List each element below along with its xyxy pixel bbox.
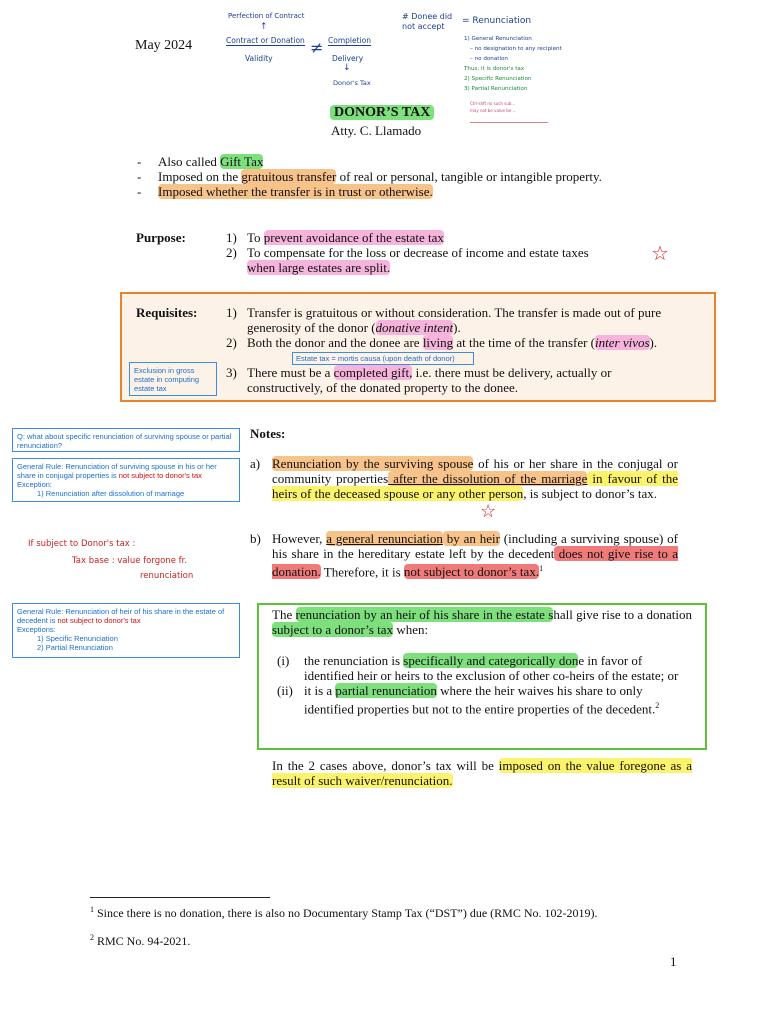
not-equal-sign: ≠ <box>310 38 324 57</box>
general-rule-text: General Rule: Renunciation of heir of his share in the estate of decedent is <box>17 607 225 625</box>
renunciation-note-no-donation: – no donation <box>470 56 508 62</box>
note-highlight: a general renunciation <box>326 531 443 546</box>
item-number: 2) <box>226 245 237 260</box>
note-text: of his or her share in the conjugal or community properties <box>272 456 678 486</box>
general-rule-red: not subject to donor's tax <box>57 616 141 625</box>
note-letter: a) <box>250 456 261 471</box>
bullet-highlight: Gift Tax <box>220 154 264 169</box>
bullet-dash: - <box>137 184 142 199</box>
note-a <box>250 456 678 501</box>
note-b <box>250 531 678 579</box>
cases-text: In the 2 cases above, donor’s tax will be <box>272 758 499 773</box>
note-text: However, <box>272 531 327 546</box>
bullet-text: of real or personal, tangible or intangible property. <box>336 169 602 184</box>
tiny-note-2: may not be value be ... <box>470 108 517 113</box>
conditions-text: The <box>272 607 296 622</box>
exceptions-label: Exceptions: <box>17 625 56 634</box>
bullet-text: Also called <box>158 154 221 169</box>
requisite-text: There must be a <box>247 365 334 380</box>
general-rule-heir-note <box>12 603 240 658</box>
bullet-dash: - <box>137 154 142 169</box>
footnote-number: 1 <box>90 905 94 914</box>
note-text: (including a surviving spouse) of his share in the hereditary estate left by the decedent <box>272 531 678 561</box>
purpose-list <box>226 230 666 275</box>
bullet-highlight: gratuitous transfer <box>241 169 337 184</box>
bullet-item <box>137 154 697 169</box>
condition-text: where the heir waives his share to only identified properties but not to the entire properties of the decedent. <box>304 683 656 717</box>
purpose-highlight: when large estates are split. <box>247 260 391 275</box>
page-number: 1 <box>670 954 677 969</box>
requisite-text: Transfer is gratuitous or without consideration. The transfer is made out of pure generosity of the donor ( <box>247 305 662 335</box>
tiny-green-notes <box>470 100 548 123</box>
footnote-ref[interactable]: 1 <box>539 564 544 573</box>
requisite-text: i.e. there must be delivery, actually or constructively, of the donated property to the donee. <box>247 365 612 395</box>
exception-item: 2) Partial Renunciation <box>37 643 113 652</box>
question-note: Q: what about specific renunciation of surviving spouse or partial renunciation? <box>12 428 240 452</box>
renunciation-type-specific: 2) Specific Renunciation <box>464 76 532 82</box>
condition-highlight: partial renunciation <box>335 683 437 698</box>
condition-text: it is a <box>304 683 336 698</box>
bullet-dash: - <box>137 169 142 184</box>
conditions-highlight: renunciation by an heir of his share in the estate s <box>295 607 554 622</box>
note-highlight: after the dissolution of the marriage <box>388 471 588 486</box>
conditions-intro <box>272 607 692 637</box>
renunciation-type-partial: 3) Partial Renunciation <box>464 86 528 92</box>
renunciation-note-no-designation: – no designation to any recipient <box>470 46 562 52</box>
footnote-1 <box>90 903 710 920</box>
bullet-item <box>137 169 697 184</box>
requisite-highlight: living <box>422 335 454 350</box>
exception-label: Exception: <box>17 480 53 489</box>
bullet-item <box>137 184 697 199</box>
condition-item-i <box>277 653 692 683</box>
purpose-item-1 <box>226 230 666 245</box>
requisite-text: ). <box>649 335 658 350</box>
conditions-text: hall give rise to a donation <box>553 607 692 622</box>
handwriting-renunciation: renunciation <box>140 571 194 581</box>
purpose-item-2 <box>226 245 666 275</box>
note-highlight: in favour of the heirs of the deceased spouse or any other person <box>272 471 678 501</box>
condition-highlight: specifically and categorically don <box>403 653 579 668</box>
note-highlight: by an heir <box>442 531 500 546</box>
item-number: 1) <box>226 230 237 245</box>
purpose-label: Purpose: <box>136 230 186 245</box>
requisite-highlight: donative intent <box>375 320 454 335</box>
general-rule-spouse-note <box>12 458 240 502</box>
requisite-text: Both the donor and the donee are <box>247 335 423 350</box>
note-highlight: not subject to donor’s tax. <box>403 564 540 580</box>
bullet-highlight: Imposed whether the transfer is in trust or otherwise. <box>158 184 433 199</box>
footnote-separator <box>90 897 270 898</box>
requisite-text: ). <box>453 320 461 335</box>
conditions-text: when: <box>393 622 429 637</box>
footnote-2 <box>90 931 710 948</box>
handwriting-contract-or-donation: Contract or Donation <box>226 36 305 45</box>
item-number: 1) <box>226 305 237 320</box>
note-highlight: does not give rise to a donation. <box>272 546 678 580</box>
handwriting-donors-tax: Donor's Tax <box>333 79 371 87</box>
condition-number: (i) <box>277 653 290 668</box>
requisite-highlight: inter vivos <box>595 335 650 350</box>
item-number: 3) <box>226 365 237 380</box>
handwriting-perfection: Perfection of Contract <box>228 12 305 20</box>
handwriting-completion: Completion <box>328 36 371 45</box>
requisite-highlight: completed gift, <box>333 365 413 380</box>
condition-text: e in favor of identified heir or heirs to the exclusion of other co-heirs of the estate; or <box>304 653 679 683</box>
requisites-label: Requisites: <box>136 305 198 320</box>
exception-item: 1) Renunciation after dissolution of marriage <box>37 489 185 498</box>
requisite-item-3 <box>226 365 686 395</box>
star-icon: ☆ <box>651 243 669 265</box>
renunciation-types-list <box>464 34 574 94</box>
intro-bullets <box>137 154 697 199</box>
renunciation-type-general: 1) General Renunciation <box>464 36 532 42</box>
general-rule-text: General Rule: Renunciation of surviving spouse in his or her share in conjugal properties is <box>17 462 217 480</box>
condition-number: (ii) <box>277 683 293 698</box>
author: Atty. C. Llamado <box>331 123 422 138</box>
arrow-up-icon: ↑ <box>260 22 268 32</box>
note-text: , is subject to donor’s tax. <box>523 486 657 501</box>
renunciation-note-thus: Thus, it is donor's tax <box>464 66 525 72</box>
handwriting-donee-did-not-accept: # Donee did not accept <box>402 12 453 31</box>
requisites-list <box>226 305 686 350</box>
item-number: 2) <box>226 335 237 350</box>
purpose-text: To <box>247 230 264 245</box>
note-letter: b) <box>250 531 261 546</box>
page-title <box>326 105 438 121</box>
handwriting-tax-base: Tax base : value forgone fr. <box>72 556 188 566</box>
cases-highlight: imposed on the value foregone as a result of such waiver/renunciation. <box>272 758 692 788</box>
purpose-text: To compensate for the loss or decrease of income and estate taxes <box>247 245 589 260</box>
footnote-ref[interactable]: 2 <box>655 701 660 710</box>
footnote-number: 2 <box>90 933 94 942</box>
general-rule-red: not subject to donor's tax <box>118 471 202 480</box>
exception-item: 1) Specific Renunciation <box>37 634 118 643</box>
condition-text: the renunciation is <box>304 653 404 668</box>
bullet-text: Imposed on the <box>158 169 242 184</box>
cases-paragraph <box>272 758 692 788</box>
notes-label: Notes: <box>250 426 286 441</box>
handwriting-validity: Validity <box>245 54 273 63</box>
purpose-highlight: prevent avoidance of the estate tax <box>263 230 444 245</box>
handwriting-if-subject: If subject to Donor's tax : <box>28 539 136 549</box>
conditions-list <box>277 653 692 716</box>
page-title-text: DONOR’S TAX <box>330 105 434 120</box>
condition-item-ii <box>277 683 692 716</box>
date: May 2024 <box>135 38 193 53</box>
note-highlight: Renunciation by the surviving spouse <box>272 456 474 471</box>
footnote-text: Since there is no donation, there is also no Documentary Stamp Tax (“DST”) due (RMC No. 102-2019). <box>94 906 598 920</box>
estate-tax-note: Estate tax = mortis causa (upon death of donor) <box>292 352 474 365</box>
footnote-text: RMC No. 94-2021. <box>94 934 191 948</box>
exclusion-note: Exclusion in gross estate in computing estate tax <box>129 362 217 396</box>
requisite-item-2 <box>226 335 686 350</box>
note-text: Therefore, it is <box>320 564 404 580</box>
requisite-item-1 <box>226 305 686 335</box>
handwriting-equals-renunciation: = Renunciation <box>462 16 532 26</box>
requisite-text: at the time of the transfer ( <box>453 335 596 350</box>
handwriting-delivery: Delivery <box>332 54 364 63</box>
conditions-highlight: subject to a donor’s tax <box>272 622 394 637</box>
tiny-note-1: Ctrl-shft no such sub... <box>470 101 516 106</box>
arrow-down-icon: ↓ <box>343 63 351 73</box>
star-icon: ☆ <box>480 501 497 521</box>
